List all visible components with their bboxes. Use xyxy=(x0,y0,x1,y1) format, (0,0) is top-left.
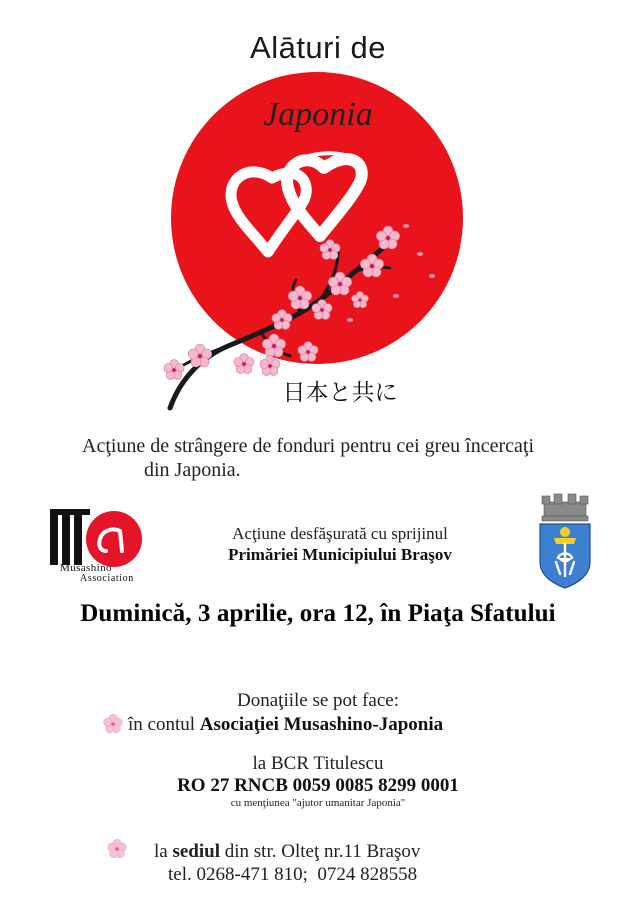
office-bold: sediul xyxy=(172,841,220,862)
logo-text-association: Association xyxy=(80,573,134,584)
cherry-blossom-icon xyxy=(102,713,124,735)
office-address xyxy=(154,841,420,863)
brasov-crest xyxy=(534,492,596,590)
phone-numbers: tel. 0268-471 810; 0724 828558 xyxy=(168,864,418,885)
bank-line: la BCR Titulescu xyxy=(252,753,384,774)
office-prefix: la xyxy=(154,841,173,862)
support-organization: Primăriei Municipiului Braşov xyxy=(228,545,452,564)
payment-mention: cu menţiunea "ajutor umanitar Japonia" xyxy=(230,797,406,809)
cherry-blossom-icon xyxy=(106,838,128,860)
poster-title: Alāturi de xyxy=(250,30,386,65)
logo-text-musashino: Musashino xyxy=(60,562,112,574)
iban: RO 27 RNCB 0059 0085 8299 0001 xyxy=(177,775,459,796)
event-date: Duminică, 3 aprilie, ora 12, în Piaţa Sfatului xyxy=(80,600,556,627)
intro-line-2: din Japonia. xyxy=(144,459,241,481)
support-text: Acţiune desfăşurată cu sprijinul xyxy=(232,524,448,543)
poster-subtitle: Japonia xyxy=(263,96,373,133)
office-suffix: din str. Olteţ nr.11 Braşov xyxy=(220,841,421,862)
donations-heading: Donaţiile se pot face: xyxy=(237,690,399,711)
account-line xyxy=(128,714,443,736)
account-prefix: în contul xyxy=(128,714,200,735)
intro-text xyxy=(82,434,602,482)
intro-line-1: Acţiune de strângere de fonduri pentru cei greu încercaţi xyxy=(82,435,535,457)
japanese-caption: 日本と共に xyxy=(282,380,398,406)
account-name: Asociaţiei Musashino-Japonia xyxy=(199,714,444,735)
